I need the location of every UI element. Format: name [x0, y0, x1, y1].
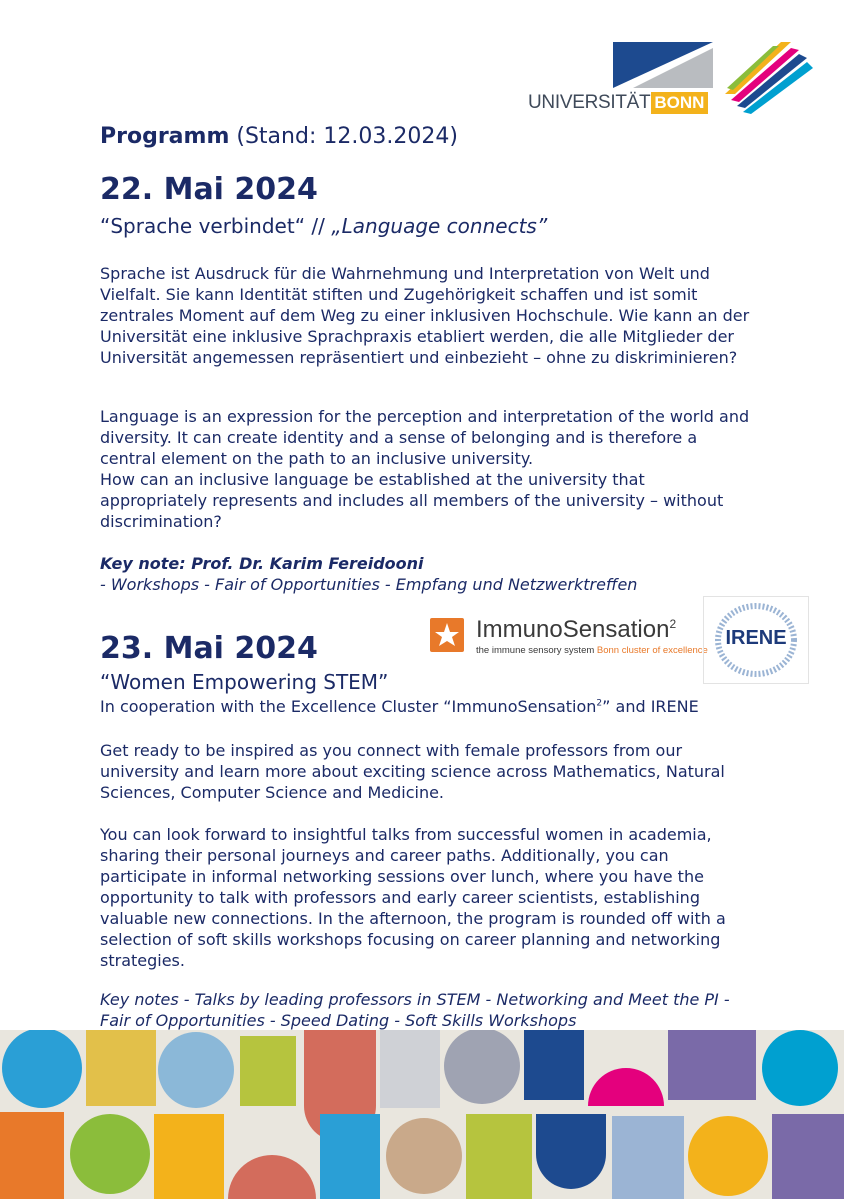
day2-coop-pre: In cooperation with the Excellence Cluster “ImmunoSensation — [100, 697, 597, 716]
day2-coop-sup: 2 — [596, 698, 603, 709]
day2-paragraph-1: Get ready to be inspired as you connect with female professors from our university and learn more about exciting science across Mathematics, Natural Sciences, Computer Science and Medicine. — [100, 741, 725, 802]
day2-cooperation — [100, 697, 699, 716]
day1-activities: - Workshops - Fair of Opportunities - Empfang und Netzwerktreffen — [100, 575, 638, 594]
day1-subtitle-en: „Language connects” — [324, 214, 548, 238]
decorative-collage — [0, 1030, 844, 1199]
day1-date: 22. Mai 2024 — [100, 172, 318, 207]
day1-subtitle — [100, 214, 547, 238]
irene-logo — [703, 596, 809, 684]
irene-text: IRENE — [725, 627, 787, 649]
day1-paragraph-en-2: How can an inclusive language be established at the university that appropriately represents and includes all members of the university – without discrimination? — [100, 470, 724, 531]
day1-keynote: Key note: Prof. Dr. Karim Fereidooni — [100, 554, 424, 573]
program-title: Programm — [100, 124, 230, 149]
day2-subtitle: “Women Empowering STEM” — [100, 670, 389, 694]
day2-coop-post: ” and IRENE — [602, 697, 699, 716]
logo-university-text: UNIVERSITÄT — [528, 92, 651, 113]
day1-paragraph-en-1: Language is an expression for the perception and interpretation of the world and diversity. It can create identity and a sense of belonging and is therefore a central element on the path to an inclusive university. — [100, 407, 750, 468]
immuno-tagline-text: the immune sensory system — [476, 645, 595, 656]
immuno-sup: 2 — [669, 617, 677, 631]
day2-date: 23. Mai 2024 — [100, 631, 318, 666]
university-wordmark — [528, 91, 708, 115]
day1-paragraph-de: Sprache ist Ausdruck für die Wahrnehmung und Interpretation von Welt und Vielfalt. Sie kann Identität stiften und Zugehörigkeit schaffen und ist somit zentrales Moment auf dem Weg zu einer inklusiven Hochschule. Wie kann an der Universität eine inklusive Sprachpraxis etabliert werden, die alle Mitglieder der Universität angemessen repräsentiert und einbezieht – ohne zu diskriminieren? — [100, 264, 750, 367]
day2-paragraph-2: You can look forward to insightful talks from successful women in academia, sharing their personal journeys and career paths. Additionally, you can participate in informal networking sessions over lunch, where you have the opportunity to talk with professors and early career scientists, establishing valuable new connections. In the afternoon, the program is rounded off with a selection of soft skills workshops focusing on career planning and networking strategies. — [100, 825, 726, 970]
star-icon — [430, 618, 464, 652]
program-stand: (Stand: 12.03.2024) — [229, 124, 458, 149]
immuno-tagline — [476, 645, 708, 656]
immunosensation-logo — [430, 598, 708, 682]
immuno-name-text: ImmunoSensation — [476, 616, 670, 643]
day2-keynotes: Key notes - Talks by leading professors in STEM - Networking and Meet the PI - Fair of Opportunities - Speed Dating - Soft Skills Workshops — [100, 990, 730, 1030]
logo-bonn-text: BONN — [651, 92, 708, 114]
immuno-name — [476, 616, 676, 644]
day1-subtitle-de: “Sprache verbindet“ // — [100, 214, 325, 238]
immuno-tagline-cluster: Bonn cluster of excellence — [596, 645, 708, 656]
program-heading — [100, 124, 458, 149]
